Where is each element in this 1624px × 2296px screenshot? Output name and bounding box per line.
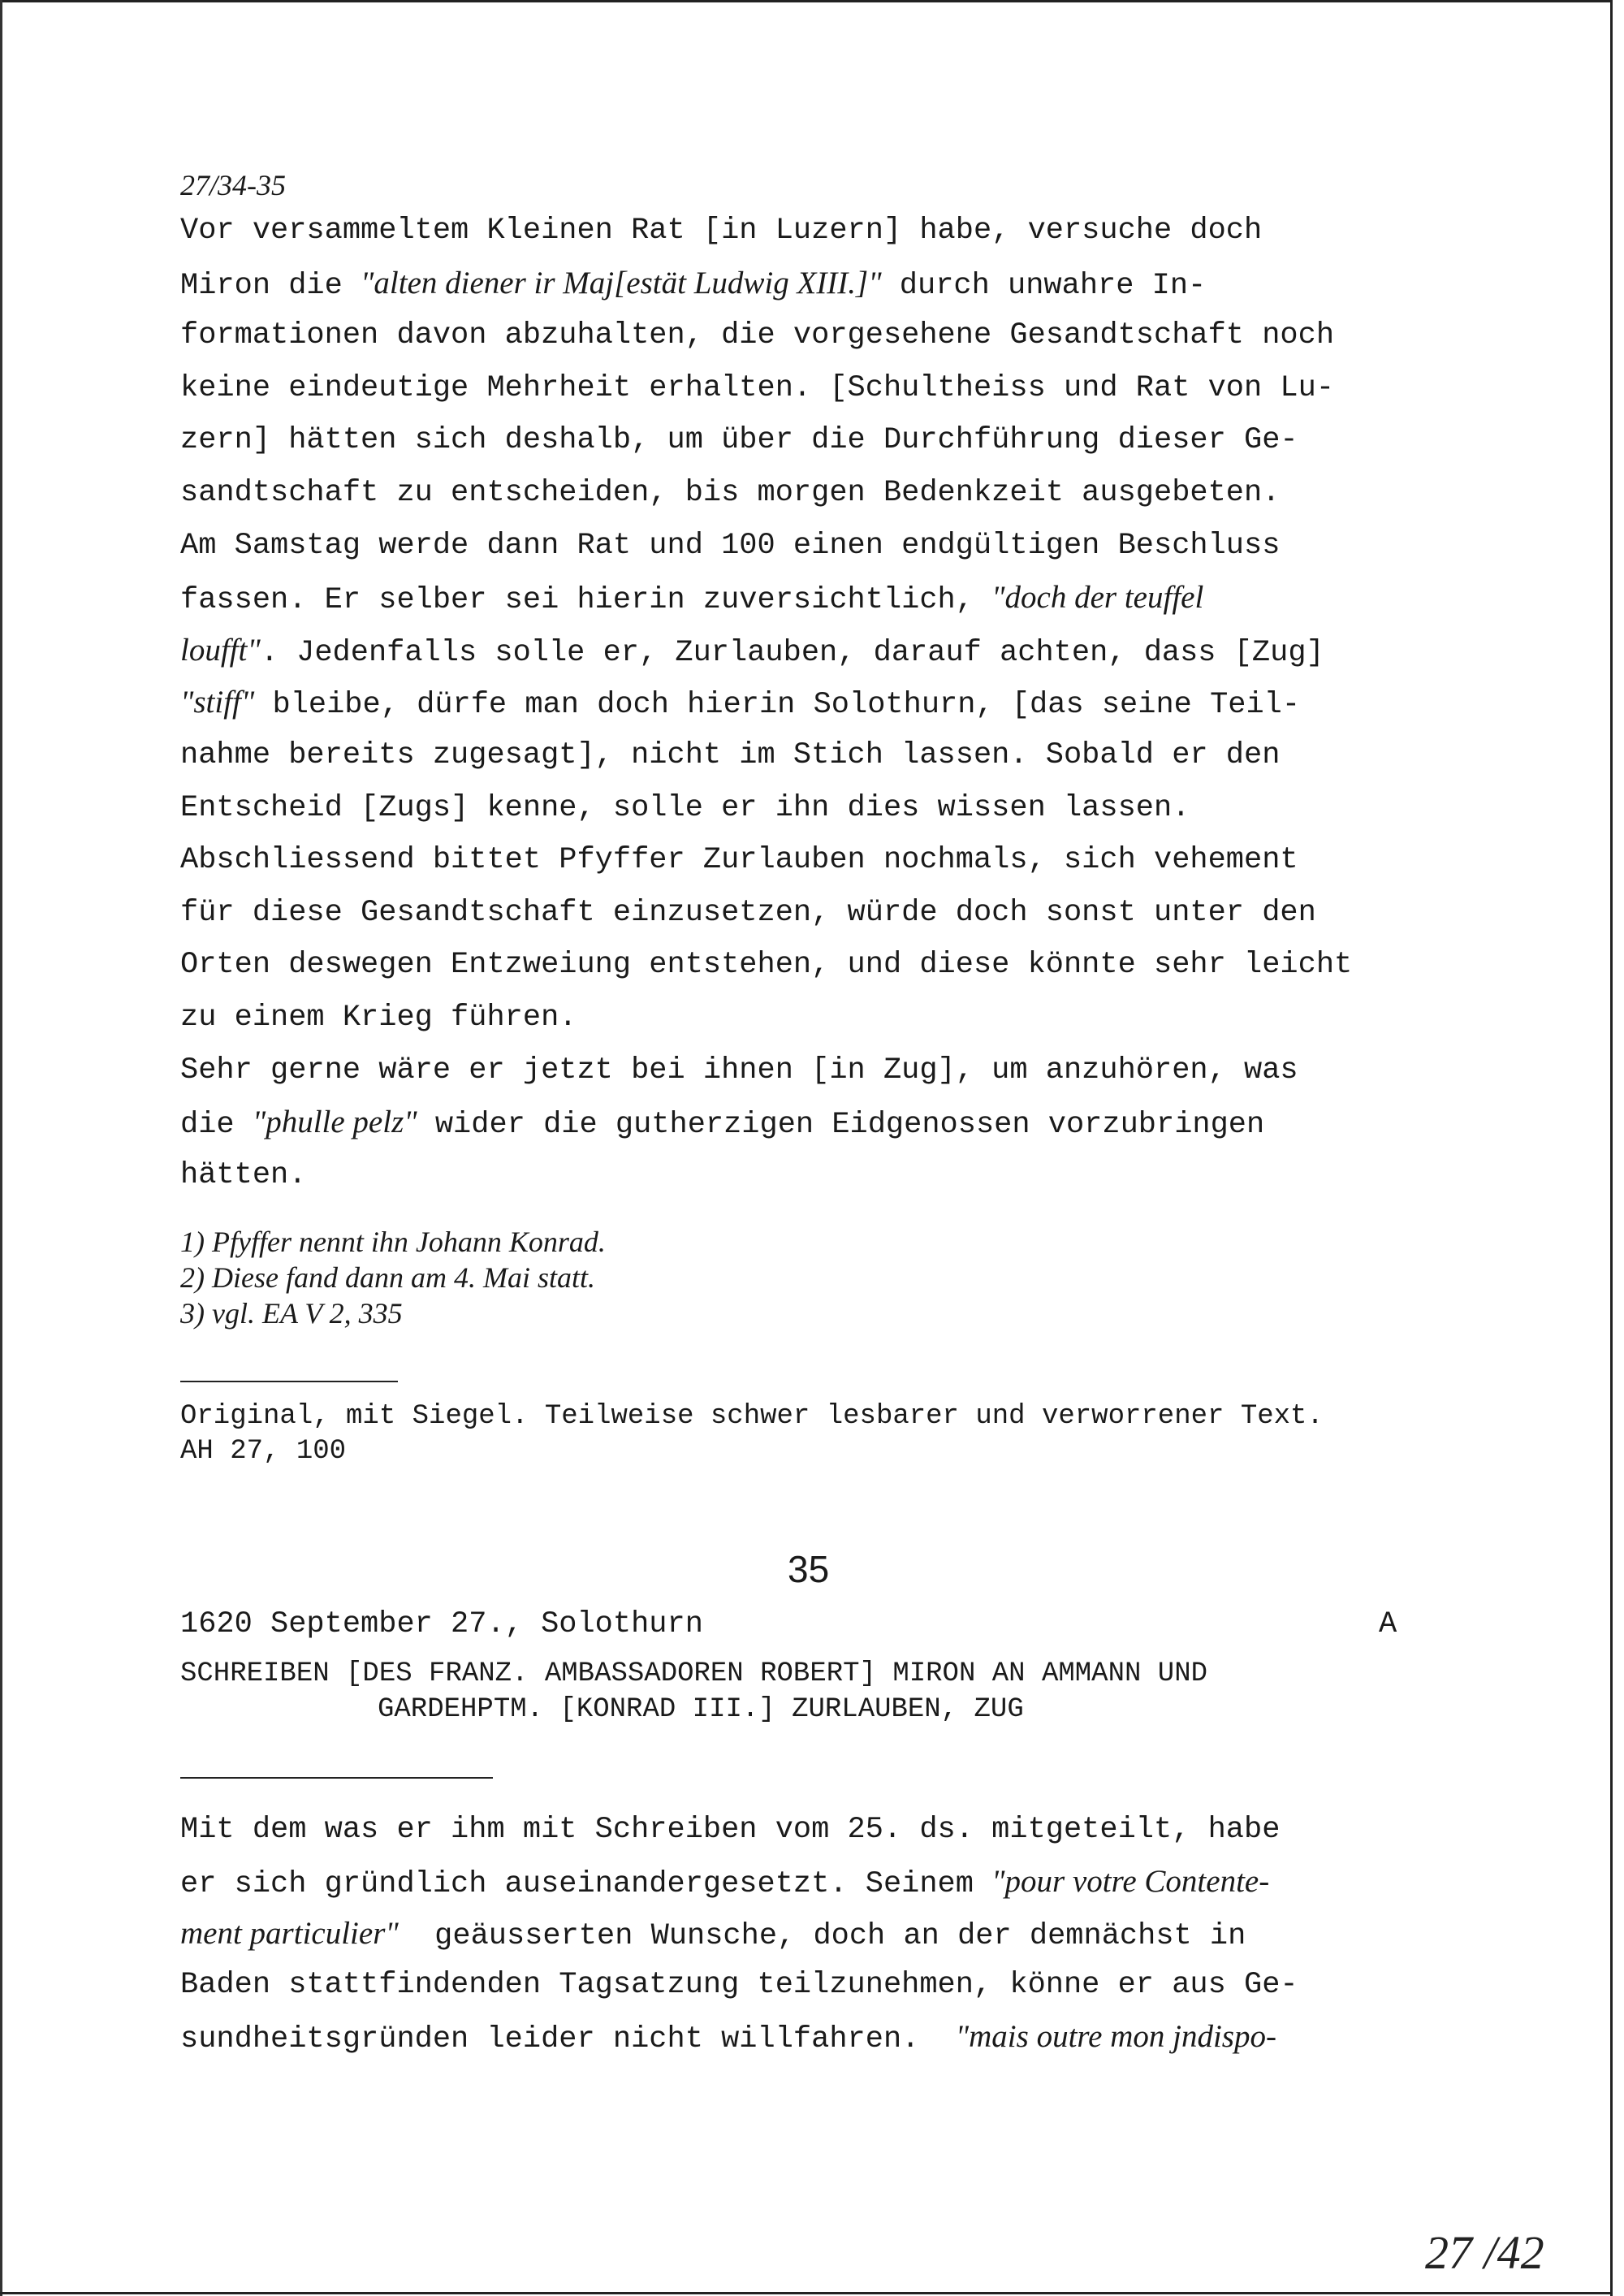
letter-34-line: Vor versammeltem Kleinen Rat [in Luzern] habe, versuche doch xyxy=(180,214,1263,248)
letter-34-line: "stiff" bleibe, dürfe man doch hierin Solothurn, [das seine Teil- xyxy=(180,685,1301,723)
document-title-line-1: SCHREIBEN [DES FRANZ. AMBASSADOREN ROBERT] MIRON AN AMMANN UND xyxy=(180,1658,1208,1689)
letter-34-line: formationen davon abzuhalten, die vorgesehene Gesandtschaft noch xyxy=(180,318,1335,353)
quoted-text: "doch der teuffel xyxy=(991,580,1204,616)
quoted-text: loufft" xyxy=(180,632,261,668)
letter-34-line: Abschliessend bittet Pfyffer Zurlauben nochmals, sich vehement xyxy=(180,843,1298,878)
letter-34-line: zern] hätten sich deshalb, um über die Durchführung dieser Ge- xyxy=(180,423,1298,458)
letter-34-line: zu einem Krieg führen. xyxy=(180,1001,577,1035)
footnote: 3) vgl. EA V 2, 335 xyxy=(180,1297,403,1330)
letter-34-line: fassen. Er selber sei hierin zuversichtlich, "doch der teuffel xyxy=(180,580,1204,618)
quoted-text: "alten diener ir Maj[estät Ludwig XIII.]" xyxy=(361,265,882,301)
letter-34-line: hätten. xyxy=(180,1157,307,1192)
divider-rule xyxy=(180,1381,398,1382)
letter-35-line: ment particulier" geäusserten Wunsche, doch an der demnächst in xyxy=(180,1915,1246,1953)
letter-35-line: Mit dem was er ihm mit Schreiben vom 25. ds. mitgeteilt, habe xyxy=(180,1813,1281,1847)
quoted-text: "pour votre Contente- xyxy=(991,1863,1270,1899)
letter-35-line: sundheitsgründen leider nicht willfahren. "mais outre mon jndispo- xyxy=(180,2019,1276,2057)
letter-35-line: er sich gründlich auseinandergesetzt. Seinem "pour votre Contente- xyxy=(180,1863,1270,1901)
page-border-bottom xyxy=(0,2292,1612,2294)
archive-reference: AH 27, 100 xyxy=(180,1436,347,1467)
document-title-line-2: GARDEHPTM. [KONRAD III.] ZURLAUBEN, ZUG xyxy=(378,1694,1024,1725)
date-place: 1620 September 27., Solothurn xyxy=(180,1607,703,1641)
quoted-text: "stiff" xyxy=(180,685,255,720)
footnote: 2) Diese fand dann am 4. Mai statt. xyxy=(180,1261,595,1294)
letter-34-line: Am Samstag werde dann Rat und 100 einen endgültigen Beschluss xyxy=(180,528,1281,563)
page-border-left xyxy=(0,0,2,2296)
page-reference: 27/34-35 xyxy=(180,169,286,201)
letter-34-line: keine eindeutige Mehrheit erhalten. [Schultheiss und Rat von Lu- xyxy=(180,370,1335,405)
letter-34-line: Orten deswegen Entzweiung entstehen, und diese könnte sehr leicht xyxy=(180,948,1353,983)
quoted-text: ment particulier" xyxy=(180,1915,399,1951)
source-note: Original, mit Siegel. Teilweise schwer lesbarer und verworrener Text. xyxy=(180,1401,1324,1432)
letter-34-line: Miron die "alten diener ir Maj[estät Ludwig XIII.]" durch unwahre In- xyxy=(180,265,1207,303)
letter-34-line: für diese Gesandtschaft einzusetzen, würde doch sonst unter den xyxy=(180,895,1316,930)
letter-34-line: die "phulle pelz" wider die gutherzigen Eidgenossen vorzubringen xyxy=(180,1105,1265,1143)
language-code: A xyxy=(1379,1607,1397,1641)
page-border-top xyxy=(0,0,1612,2)
letter-34-line: nahme bereits zugesagt], nicht im Stich lassen. Sobald er den xyxy=(180,738,1281,772)
letter-34-line: loufft". Jedenfalls solle er, Zurlauben, darauf achten, dass [Zug] xyxy=(180,632,1324,670)
letter-34-line: Entscheid [Zugs] kenne, solle er ihn dies wissen lassen. xyxy=(180,790,1190,825)
title-rule xyxy=(180,1777,493,1779)
footnote: 1) Pfyffer nennt ihn Johann Konrad. xyxy=(180,1226,606,1258)
letter-35-line: Baden stattfindenden Tagsatzung teilzunehmen, könne er aus Ge- xyxy=(180,1968,1298,2003)
page-mark: 27 /42 xyxy=(1425,2226,1544,2279)
quoted-text: "mais outre mon jndispo- xyxy=(955,2019,1276,2055)
letter-34-line: Sehr gerne wäre er jetzt bei ihnen [in Zug], um anzuhören, was xyxy=(180,1053,1298,1087)
letter-34-line: sandtschaft zu entscheiden, bis morgen Bedenkzeit ausgebeten. xyxy=(180,476,1281,510)
page-border-right xyxy=(1610,0,1613,2296)
document-number: 35 xyxy=(788,1548,830,1590)
quoted-text: "phulle pelz" xyxy=(252,1105,417,1140)
